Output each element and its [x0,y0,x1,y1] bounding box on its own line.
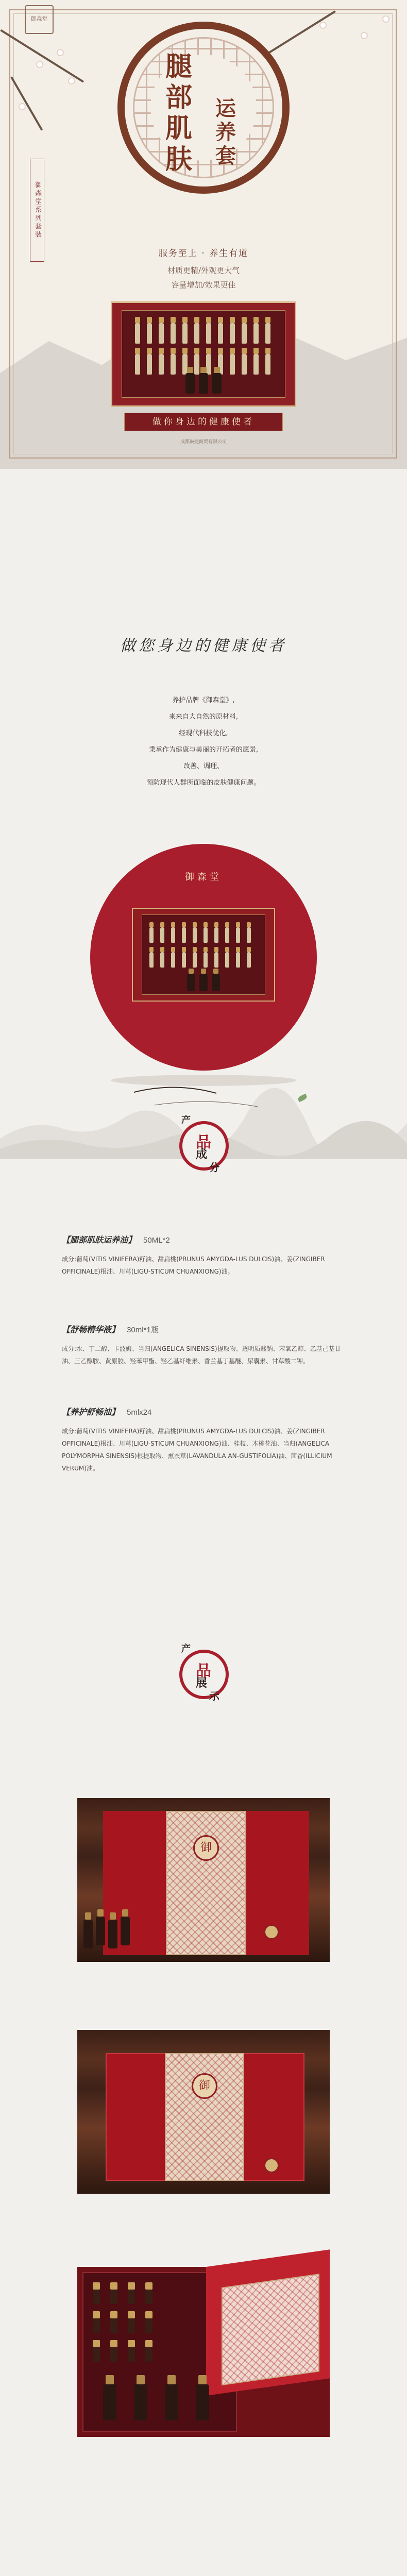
vial-cap [145,2340,152,2347]
vial-cap [128,2311,135,2318]
vial [171,323,176,344]
ingredient-name: 【腿部肌肤运养油】 [62,1235,137,1245]
vial [206,354,211,375]
vial-cap [182,947,186,952]
intro-title: 做您身边的健康使者 [120,637,287,655]
vial [182,323,188,344]
vial-cap [93,2282,100,2290]
vial [110,2347,117,2362]
photo-2-gold-seal [264,2158,279,2173]
bottle [199,974,208,991]
vial [204,952,208,968]
vial [110,2290,117,2304]
vial [253,354,259,375]
title-char: 养 [215,120,236,144]
vial [159,354,164,375]
vial [160,952,164,968]
vial-cap [182,348,188,354]
vial-cap [135,348,140,354]
bottle [83,1920,93,1948]
vial-cap [159,317,164,323]
vial [225,952,229,968]
vial-cap [128,2340,135,2347]
vial-cap [204,922,208,927]
vial-cap [182,922,186,927]
ingredient-spec: 50ML*2 [143,1236,170,1245]
vial [253,323,259,344]
vial [194,354,199,375]
vial [218,323,223,344]
blossom-icon [382,15,389,23]
vial-cap [160,947,164,952]
vial-cap [214,922,218,927]
bottle [121,1917,130,1945]
blossom-icon [19,103,26,110]
vial [128,2290,135,2304]
vial-cap [236,922,240,927]
ingredient-body: 成分:葡萄(VITIS VINIFERA)籽油、甜扁桃(PRUNUS AMYGDA-LUS DULCIS)油、姜(ZINGIBER OFFICINALE)根油、川芎(LIGU-STICUM CHUANXIONG)油、桂枝、木桃花油、当归(ANGELICA POLYMORPHA SINENSIS)根提取物、熏衣草(LAVANDULA AN-GUSTIFOLIA)油、茴香(ILLICIUM VERUM)油。 [62,1428,332,1472]
vial [171,354,176,375]
vial [236,927,240,943]
bottle-cap [97,1909,104,1917]
blossom-icon [68,77,75,84]
vial [225,927,229,943]
title-char: 运 [215,96,236,121]
photo-1-gold-seal [264,1924,279,1940]
vial [149,952,154,968]
circle-brand-text: 御森堂 [185,872,222,883]
hero-slogan: 服务至上 · 养生有道 [158,248,249,259]
title-char: 肌 [165,113,192,144]
gift-box-label: 做你身边的健康使者 [124,413,283,431]
vial [242,354,247,375]
vial-cap [171,922,175,927]
vial [265,323,270,344]
bottle-cap [137,2375,145,2384]
hero-feature: 材质更精/外观更大气 [167,266,240,275]
vial-cap [135,317,140,323]
vial-cap [160,922,164,927]
vial [242,323,247,344]
vial [214,927,218,943]
vial-cap [93,2311,100,2318]
vial-cap [218,348,223,354]
vial-cap [225,947,229,952]
ingredient-body: 成分:水、丁二醇、卡波姆、当归(ANGELICA SINENSIS)提取物、透明质酸钠、苯氧乙醇、乙基己基甘油、三乙醇胺、黄原胶、羟苯甲酯、羟乙基纤维素、香兰基丁基醚、尿囊素、甘草酸二钾。 [62,1345,341,1365]
bottle-cap [167,2375,176,2384]
bottle [187,974,195,991]
vial [193,927,197,943]
vial-cap [110,2340,117,2347]
vial [193,952,197,968]
vial [206,323,211,344]
seal-char: 产 [181,1115,191,1126]
bottle-cap [85,1912,91,1920]
ingredient-spec: 5mlx24 [127,1408,152,1417]
vial [171,927,175,943]
vial [160,927,164,943]
vial [204,927,208,943]
vial-cap [159,348,164,354]
seal-char: 品 [196,1133,211,1151]
vial [147,323,152,344]
vial [145,2347,152,2362]
seal-char: 成 [196,1148,208,1161]
ingredient-name: 【舒畅精华液】 [62,1325,120,1334]
seal-char: 产 [181,1643,191,1654]
ingredient-heading [62,1405,151,1417]
vial [110,2318,117,2333]
title-char: 肤 [165,144,192,175]
vial-cap [253,317,259,323]
hero-title-main [161,52,197,175]
vial [135,323,140,344]
vial-cap [110,2311,117,2318]
vial [128,2347,135,2362]
vial [182,952,186,968]
vial [147,354,152,375]
vial-cap [171,348,176,354]
vial [149,927,154,943]
bottle [196,2384,209,2420]
vial-cap [253,348,259,354]
title-char: 套 [215,144,236,168]
vial-cap [110,2282,117,2290]
vial [247,927,251,943]
intro-line: 养护品牌《御森堂》, [172,697,235,704]
vial-cap [149,947,154,952]
seal-char: 分 [209,1161,219,1174]
seal-char: 示 [209,1690,219,1702]
vial [145,2318,152,2333]
bottle [165,2384,178,2420]
vial-cap [214,947,218,952]
bottle-cap [198,2375,207,2384]
ingredient-name: 【养护舒畅油】 [62,1407,120,1417]
ingredient-heading [62,1323,159,1335]
vial-cap [194,348,199,354]
hero-company: 成都鼓捷商贸有限公司 [180,439,227,445]
vial [159,323,164,344]
vial-cap [171,947,175,952]
bottle [108,1920,117,1948]
vial-cap [149,922,154,927]
vial-cap [230,348,235,354]
blossom-icon [36,61,43,68]
vial-cap [182,317,188,323]
bottle [96,1917,105,1945]
vial-cap [265,348,270,354]
title-char: 部 [165,82,192,113]
bottle [185,373,195,394]
bottle [134,2384,147,2420]
photo-1-seal: 御 [193,1835,219,1861]
bottle-cap [110,1912,116,1920]
vial-cap [145,2282,152,2290]
vial-cap [206,348,211,354]
vial [182,927,186,943]
hero-feature: 容量增加/效果更佳 [171,280,236,290]
vial-cap [247,947,251,952]
vial [93,2290,100,2304]
vial-cap [242,317,247,323]
photo-3-pattern [222,2274,319,2385]
seal-char: 品 [196,1662,211,1680]
bottle [199,373,208,394]
title-char: 腿 [165,51,192,82]
intro-line: 改善、调理、 [183,762,224,770]
vial-cap [218,317,223,323]
vial-cap [128,2282,135,2290]
vial [236,952,240,968]
vial [135,354,140,375]
vial-cap [147,317,152,323]
bottle-cap [189,969,194,974]
vial-cap [236,947,240,952]
blossom-icon [319,22,327,29]
vial [171,952,175,968]
bottle-cap [213,969,218,974]
intro-line: 经现代科技优化, [179,730,228,737]
vial-cap [147,348,152,354]
bottle-cap [201,969,206,974]
bottle [212,974,220,991]
vial-cap [145,2311,152,2318]
vial [265,354,270,375]
vial-cap [230,317,235,323]
vial-cap [193,922,197,927]
vial-cap [93,2340,100,2347]
vial-cap [206,317,211,323]
vial-cap [204,947,208,952]
vial [194,323,199,344]
vial [128,2318,135,2333]
intro-line: 来来自大自然的原材料, [168,713,239,721]
vial [93,2318,100,2333]
vial-cap [193,947,197,952]
vial-cap [171,317,176,323]
vial [93,2347,100,2362]
ingredient-body: 成分:葡萄(VITIS VINIFERA)籽油、甜扁桃(PRUNUS AMYGDA-LUS DULCIS)油、姜(ZINGIBER OFFICINALE)根油、川芎(LIGU-STICUM CHUANXIONG)油。 [62,1256,325,1275]
blossom-icon [361,32,368,39]
photo-1-pattern-band [166,1811,246,1955]
vial [230,354,235,375]
vial [214,952,218,968]
hero-title-suffix [211,97,240,168]
brand-logo: 御森堂 [25,5,54,34]
photo-2-pattern-band [165,2053,244,2181]
vial-cap [194,317,199,323]
intro-line: 预防现代人群所面临的皮肤健康问题。 [146,779,261,787]
ingredient-spec: 30ml*1瓶 [127,1326,159,1334]
intro-line: 秉承作为健康与美丽的开拓者的愿景, [148,746,259,754]
vial [247,952,251,968]
ingredient-heading [62,1233,170,1245]
vial [230,323,235,344]
bottle-cap [106,2375,114,2384]
bottle-cap [122,1909,128,1917]
vial-cap [242,348,247,354]
photo-2-seal: 御 [192,2073,217,2099]
side-label: 御森堂系列套装 [30,159,44,262]
vial-cap [225,922,229,927]
blossom-icon [57,49,64,56]
vial-cap [265,317,270,323]
seal-char: 展 [196,1676,208,1690]
bottle [103,2384,116,2420]
vial [145,2290,152,2304]
bottle [212,373,222,394]
vial-cap [247,922,251,927]
